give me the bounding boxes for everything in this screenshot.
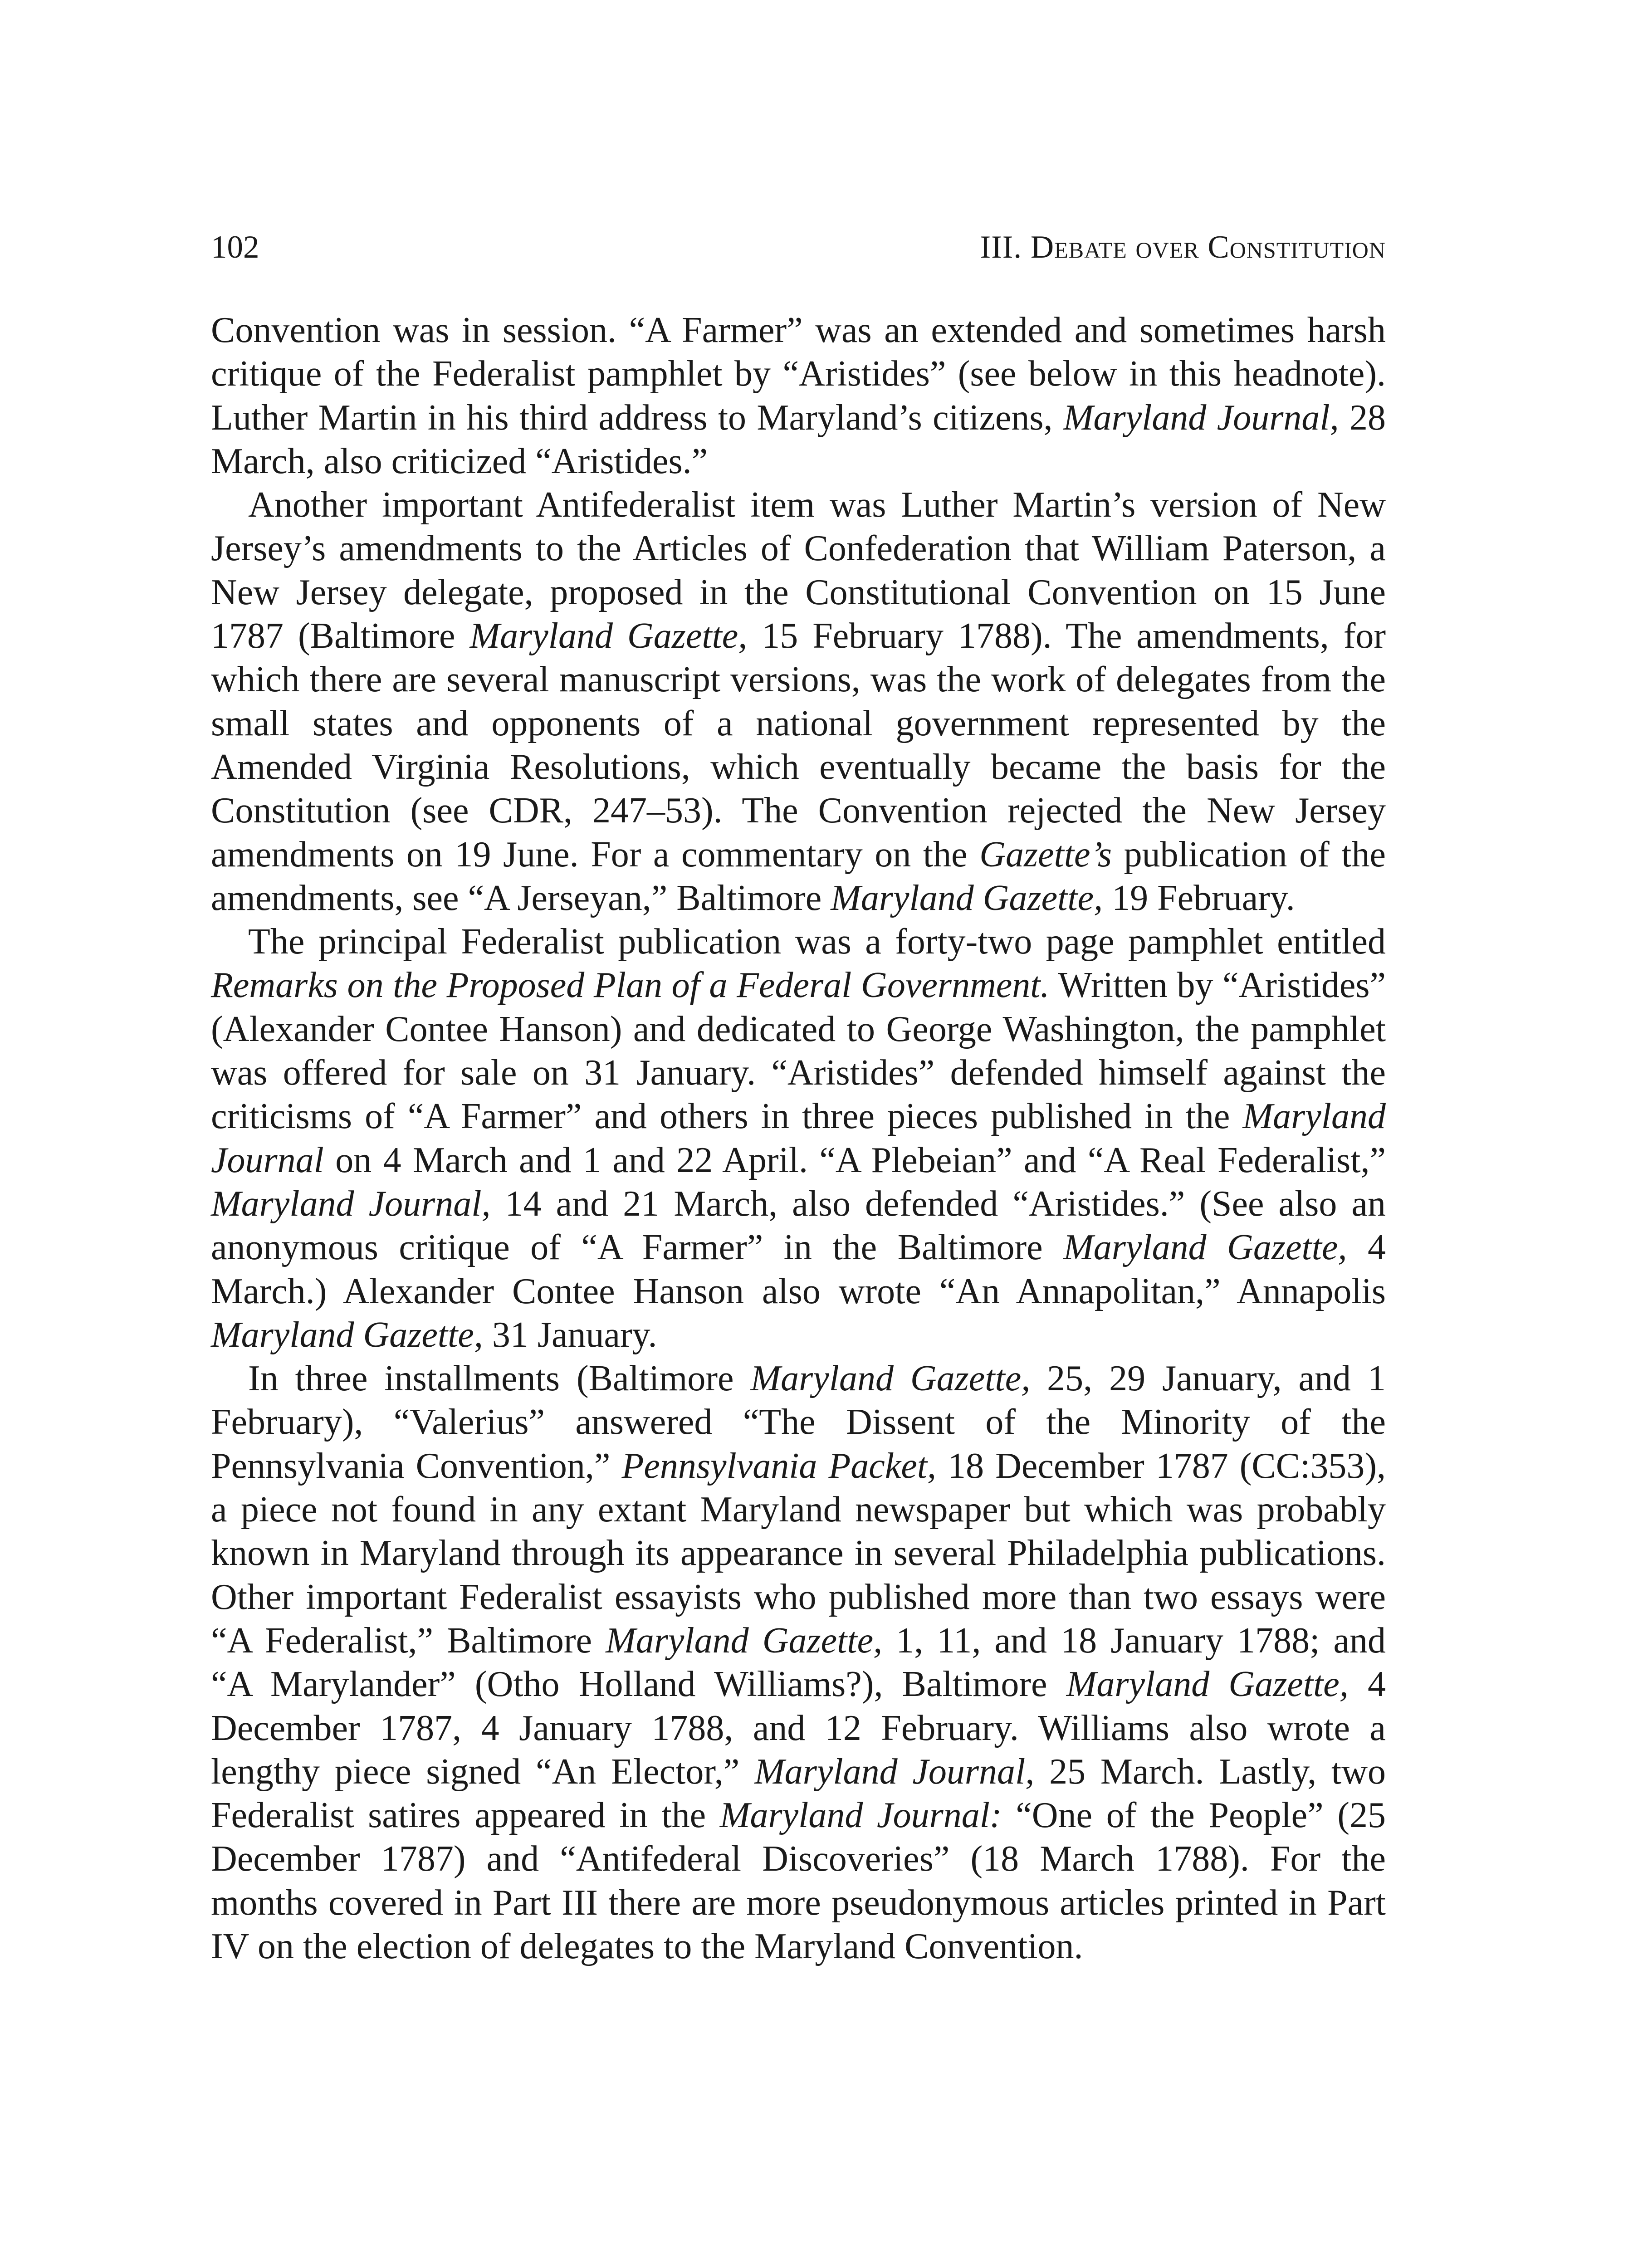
- page-number: 102: [211, 230, 259, 265]
- running-head: [211, 225, 1386, 274]
- paragraph-4: In three installments (Baltimore Maryland Gazette, 25, 29 January, and 1 February), “Valerius” answered “The Dissent of the Minority of the Pennsylvania Convention,” Pennsylvania Packet, 18 December 1787 (CC:353), a piece not found in any extant Maryland newspaper but which was probably known in Maryland through its appearance in several Philadelphia publications. Other important Federalist essayists who published more than two essays were “A Federalist,” Baltimore Maryland Gazette, 1, 11, and 18 January 1788; and “A Marylander” (Otho Holland Williams?), Baltimore Maryland Gazette, 4 December 1787, 4 January 1788, and 12 February. Williams also wrote a lengthy piece signed “An Elector,” Maryland Journal, 25 March. Lastly, two Federalist satires appeared in the Maryland Journal: “One of the People” (25 December 1787) and “Antifederal Discoveries” (18 March 1788). For the months covered in Part III there are more pseudonymous articles printed in Part IV on the election of delegates to the Maryland Convention.: [211, 1359, 1386, 1966]
- paragraph-2: Another important Antifederalist item was Luther Martin’s version of New Jersey’s amendments to the Articles of Confederation that William Paterson, a New Jersey delegate, proposed in the Constitutional Convention on 15 June 1787 (Baltimore Maryland Gazette, 15 February 1788). The amendments, for which there are several manuscript versions, was the work of delegates from the small states and opponents of a national government represented by the Amended Virginia Resolutions, which eventually became the basis for the Constitution (see CDR, 247–53). The Convention rejected the New Jersey amendments on 19 June. For a commentary on the Gazette’s publication of the amendments, see “A Jerseyan,” Baltimore Maryland Gazette, 19 February.: [211, 485, 1386, 918]
- body-text: [211, 308, 1386, 1968]
- section-title: III. Debate over Constitution: [980, 230, 1386, 265]
- paragraph-1: Convention was in session. “A Farmer” was an extended and sometimes harsh critique of the Federalist pamphlet by “Aristides” (see below in this headnote). Luther Martin in his third address to Maryland’s citizens, Maryland Journal, 28 March, also criticized “Aristides.”: [211, 310, 1386, 481]
- paragraph-3: The principal Federalist publication was a forty-two page pamphlet entitled Remarks on the Proposed Plan of a Federal Government. Written by “Aristides” (Alexander Contee Hanson) and dedicated to George Washington, the pamphlet was offered for sale on 31 January. “Aristides” defended himself against the criticisms of “A Farmer” and others in three pieces published in the Maryland Journal on 4 March and 1 and 22 April. “A Plebeian” and “A Real Federalist,” Maryland Journal, 14 and 21 March, also defended “Aristides.” (See also an anonymous critique of “A Farmer” in the Baltimore Maryland Gazette, 4 March.) Alexander Contee Hanson also wrote “An Annapolitan,” Annapolis Maryland Gazette, 31 January.: [211, 922, 1386, 1355]
